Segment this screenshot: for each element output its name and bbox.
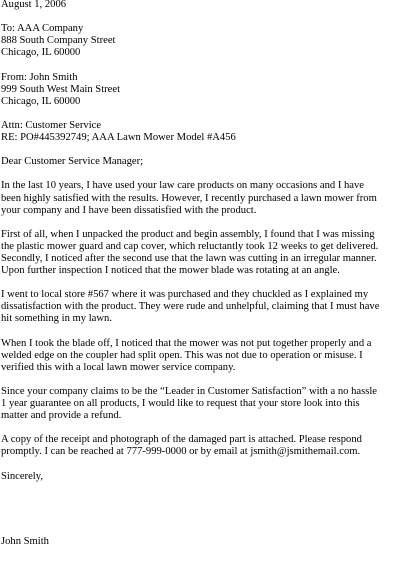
closing: Sincerely, (1, 470, 43, 482)
sender-address-block (1, 72, 397, 108)
recipient-address-block (1, 23, 397, 59)
paragraph-line: been highly satisfied with the results. However, I recently purchased a lawn mower from (1, 192, 377, 204)
signature-name: John Smith (1, 535, 49, 547)
paragraph-line: verified this with a local lawn mower service company. (1, 361, 236, 373)
recipient-name: To: AAA Company (1, 23, 84, 35)
sender-name: From: John Smith (1, 71, 78, 83)
spacer (1, 459, 397, 471)
spacer (1, 326, 397, 338)
paragraph-line: hit something in my lawn. (1, 313, 112, 325)
paragraph-line: dissatisfaction with the product. They were rude and unhelpful, claiming that I must have (1, 301, 380, 313)
sender-city: Chicago, IL 60000 (1, 95, 81, 107)
spacer (1, 59, 397, 71)
spacer (1, 277, 397, 289)
paragraph-3 (1, 289, 397, 325)
paragraph-line: matter and provide a refund. (1, 410, 122, 422)
paragraph-line: the plastic mower guard and cap cover, which reluctantly took 12 weeks to get delivered. (1, 240, 379, 252)
paragraph-line: your company and I have been dissatisfied with the product. (1, 204, 257, 216)
paragraph-line: promptly. I can be reached at 777-999-0000 or by email at jsmith@jsmithemail.com. (1, 446, 361, 458)
salutation: Dear Customer Service Manager; (1, 156, 144, 168)
paragraph-line: A copy of the receipt and photograph of the damaged part is attached. Please respond (1, 434, 362, 446)
paragraph-line: Secondly, I noticed after the second use that the lawn was cutting in an irregular manner. (1, 252, 377, 264)
spacer (1, 168, 397, 180)
recipient-street: 888 South Company Street (1, 35, 116, 47)
paragraph-line: When I took the blade off, I noticed that the mower was not put together properly and a (1, 337, 372, 349)
paragraph-2 (1, 229, 397, 277)
paragraph-4 (1, 338, 397, 374)
paragraph-line: 1 year guarantee on all products, I would like to request that your store look into this (1, 398, 360, 410)
spacer (1, 217, 397, 229)
recipient-city: Chicago, IL 60000 (1, 47, 81, 59)
paragraph-1 (1, 180, 397, 216)
paragraph-line: welded edge on the coupler had split open. This was not due to operation or misuse. I (1, 349, 363, 361)
spacer (1, 374, 397, 386)
spacer (1, 144, 397, 156)
paragraph-5 (1, 386, 397, 422)
sender-street: 999 South West Main Street (1, 83, 121, 95)
paragraph-line: First of all, when I unpacked the product and begin assembly, I found that I was missing (1, 228, 375, 240)
attention-line: Attn: Customer Service (1, 119, 102, 131)
letter-date: August 1, 2006 (1, 0, 67, 10)
paragraph-6 (1, 434, 397, 458)
paragraph-line: Since your company claims to be the “Leader in Customer Satisfaction” with a no hassle (1, 386, 377, 397)
spacer (1, 108, 397, 120)
spacer (1, 422, 397, 434)
subject-line: RE: PO#445392749; AAA Lawn Mower Model #A456 (1, 132, 236, 144)
paragraph-line: Upon further inspection I noticed that the mower blade was rotating at an angle. (1, 265, 340, 277)
signature-space (1, 483, 397, 536)
paragraph-line: In the last 10 years, I have used your law care products on many occasions and I have (1, 180, 365, 192)
spacer (1, 11, 397, 23)
paragraph-line: I went to local store #567 where it was purchased and they chuckled as I explained my (1, 289, 369, 301)
